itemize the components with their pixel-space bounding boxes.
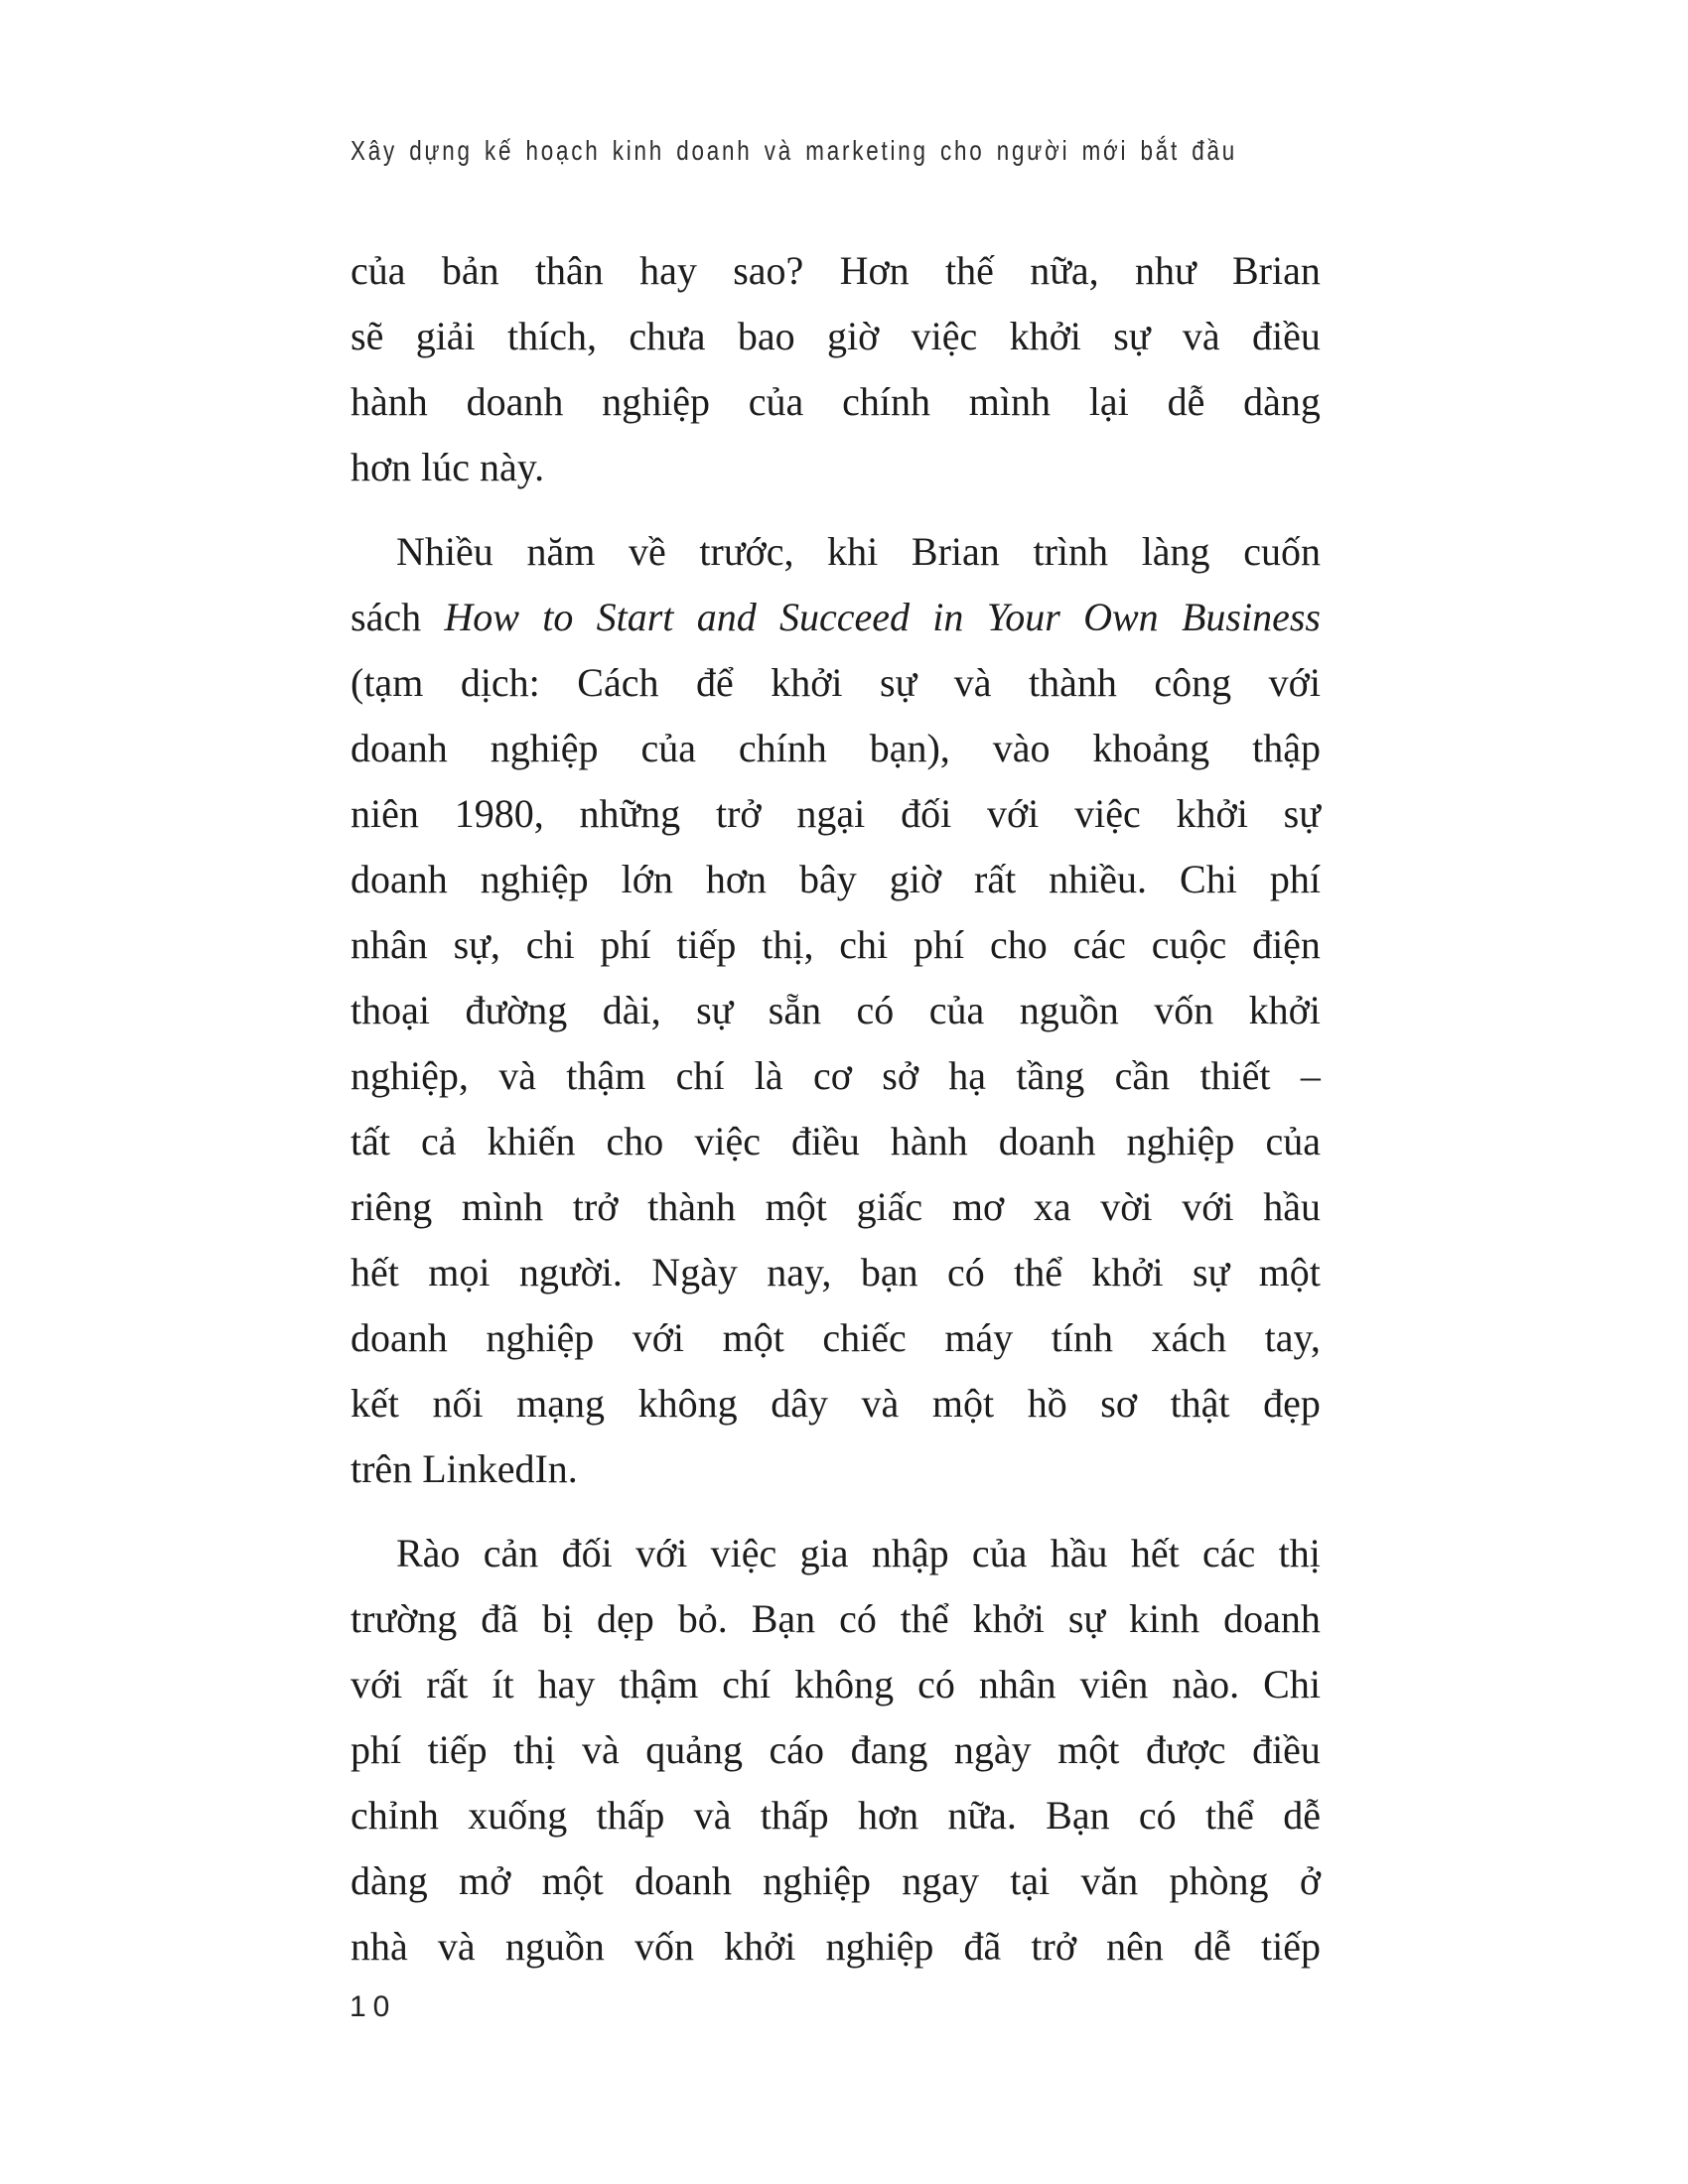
word: khiến [487,1119,576,1163]
word: mở [459,1858,511,1903]
word: khởi [1176,791,1248,836]
word: phí [914,922,965,967]
word: và [437,1924,476,1969]
word: tiếp [1260,1924,1321,1969]
word: doanh [351,857,448,901]
word: sự [880,660,917,705]
word: giải [415,314,476,358]
word: bị [541,1596,574,1641]
italic-word: in [932,595,964,639]
body-text [351,238,1321,1998]
word: và [861,1381,900,1426]
text-line [351,1305,1321,1371]
text-line [351,1848,1321,1914]
word: trường [351,1596,458,1641]
text-line [351,650,1321,716]
word: phí [351,1727,402,1772]
text-line [351,585,1321,650]
word: trước, [699,529,794,574]
word: việc [694,1119,761,1163]
word: hết [1130,1531,1180,1575]
word: hành [890,1119,968,1163]
word: cuốn [1243,529,1321,574]
word: rất [426,1662,469,1706]
word: dịch: [460,660,540,705]
word: điều [791,1119,860,1163]
word: cáo [769,1727,825,1772]
word: điện [1252,922,1321,967]
word: ít [492,1662,514,1706]
word: là [754,1053,783,1098]
word: bây [799,857,857,901]
text-line [351,1240,1321,1305]
word: văn [1080,1858,1139,1903]
word: hơn [857,1793,919,1838]
word: đối [561,1531,613,1575]
text-line [351,1371,1321,1436]
word: bỏ. [677,1596,728,1641]
word: kinh [1129,1596,1200,1641]
word: năm [526,529,596,574]
word: thoại [351,988,430,1032]
word: việc [911,314,978,358]
word: các [1202,1531,1256,1575]
word: được [1145,1727,1226,1772]
text-line [351,1717,1321,1783]
word: cản [483,1531,539,1575]
word: việc [1074,791,1141,836]
word: đẹp [1263,1381,1321,1426]
word: và [1182,314,1220,358]
italic-word: Your [986,595,1060,639]
word: nay, [767,1250,832,1295]
word: chí [722,1662,772,1706]
word: cho [606,1119,664,1163]
word: bản [441,248,499,293]
word: tiếp [676,922,737,967]
word: vốn [1154,988,1214,1032]
word: gia [799,1531,849,1575]
text-line [351,716,1321,781]
running-header-title: Xây dựng kế hoạch kinh doanh và marketing cho người mới bắt đầu [351,135,1238,166]
word: trình [1033,529,1109,574]
word: những [579,791,681,836]
word: xuống [468,1793,568,1838]
word: cuộc [1151,922,1227,967]
word: các [1072,922,1126,967]
text-line [351,238,1321,304]
word: sự [1193,1250,1230,1295]
word: có [839,1596,877,1641]
word: với [1182,1184,1234,1229]
word: một [765,1184,827,1229]
word: nghiệp [1126,1119,1235,1163]
word: dẹp [597,1596,654,1641]
word: một [1258,1250,1321,1295]
word: sự, [453,922,500,967]
word: doanh [351,726,448,770]
text-line [351,1586,1321,1652]
word: nhiều. [1049,857,1148,901]
word: viên [1079,1662,1149,1706]
word: khởi [1091,1250,1164,1295]
word: mình [461,1184,544,1229]
word: nữa, [1030,248,1099,293]
word: thị [1278,1531,1321,1575]
word: nghiệp [486,1315,595,1360]
word: không [794,1662,895,1706]
word: của [1265,1119,1321,1163]
word: dàng [1243,379,1321,424]
word: hay [537,1662,596,1706]
word: cả [421,1119,457,1163]
word: riêng [351,1184,433,1229]
word: ngại [796,791,866,836]
text-line [351,1914,1321,1979]
word: nghiệp [602,379,710,424]
word: thể [1014,1250,1062,1295]
word: dài, [602,988,661,1032]
word: khi [827,529,879,574]
word: lại [1088,379,1129,424]
word: việc [710,1531,777,1575]
word: doanh [351,1315,448,1360]
word: chí [675,1053,725,1098]
text-line [351,978,1321,1043]
word: thân [534,248,604,293]
word: đối [901,791,952,836]
word: thấp [760,1793,829,1838]
word: Cách [577,660,659,705]
word: nhân [351,922,428,967]
word: mạng [516,1381,606,1426]
word: ngày [953,1727,1032,1772]
word: nên [1106,1924,1164,1969]
word: sự [1283,791,1321,836]
word: dàng [351,1858,428,1903]
word: chi [839,922,889,967]
word: nhà [351,1924,408,1969]
word: (tạm [351,660,424,705]
word: khoảng [1092,726,1210,770]
word: thể [1205,1793,1254,1838]
word: và [581,1727,620,1772]
word: đã [481,1596,518,1641]
word: cơ [813,1053,852,1098]
text-line [351,847,1321,912]
word: xa [1033,1184,1071,1229]
word: hết [351,1250,399,1295]
word: bạn), [869,726,950,770]
word: nguồn [1019,988,1119,1032]
word: Brian [1232,248,1321,293]
word: với [632,1315,685,1360]
word: của [971,1531,1028,1575]
word: hành [351,379,428,424]
word: bạn [860,1250,918,1295]
text-line [351,912,1321,978]
word: giờ [889,857,942,901]
italic-word: Start [596,595,674,639]
word: chưa [629,314,706,358]
word: vời [1100,1184,1153,1229]
word: có [917,1662,955,1706]
text-line [351,1109,1321,1174]
word: thị, [762,922,814,967]
word: sao? [733,248,804,293]
word: giờ [827,314,880,358]
word: nghiệp [480,857,589,901]
word: doanh [1223,1596,1321,1641]
text-line [351,304,1321,369]
word: thập [1252,726,1321,770]
word: doanh [634,1858,732,1903]
word: của [748,379,804,424]
word: trở [572,1184,619,1229]
word: nào. [1172,1662,1240,1706]
running-header [351,135,1459,167]
text-line [351,519,1321,585]
word: điều [1252,1727,1321,1772]
word: Nhiều [396,529,493,574]
paragraph [351,519,1321,1502]
word: cho [989,922,1048,967]
word: nguồn [504,1924,605,1969]
page-number: 10 [350,1990,397,2023]
word: không [637,1381,738,1426]
word: tất [351,1119,390,1163]
word: thị [513,1727,556,1772]
word: của [928,988,985,1032]
word: nghiệp [763,1858,871,1903]
word: chính [738,726,827,770]
word: nghiệp [825,1924,934,1969]
word: cần [1114,1053,1171,1098]
word: sự [696,988,734,1032]
text-line: hơn lúc này. [351,445,545,489]
word: rất [974,857,1017,901]
word: phòng [1169,1858,1269,1903]
word: tại [1010,1858,1051,1903]
word: tay, [1264,1315,1321,1360]
word: và [498,1053,536,1098]
word: kết [351,1381,399,1426]
word: sơ [1100,1381,1137,1426]
word: vốn [633,1924,694,1969]
word: khởi [1248,988,1321,1032]
text-line [351,1043,1321,1109]
word: khởi [771,660,843,705]
word: tính [1051,1315,1113,1360]
paragraph [351,1521,1321,1979]
word: xách [1151,1315,1227,1360]
word: nữa. [947,1793,1017,1838]
italic-word: How [444,595,519,639]
word: với [635,1531,688,1575]
word: thành [1029,660,1117,705]
word: nhân [978,1662,1056,1706]
italic-word: Business [1181,595,1321,639]
word: có [856,988,895,1032]
word: hầu [1050,1531,1108,1575]
word: mọi [428,1250,491,1295]
word: đường [465,988,568,1032]
word: thiết [1199,1053,1271,1098]
word: Bạn [751,1596,816,1641]
word: một [541,1858,604,1903]
word: của [351,248,406,293]
word: thật [1170,1381,1230,1426]
word: phí [600,922,651,967]
text-line [351,369,1321,435]
word: nhập [871,1531,949,1575]
italic-word: Succeed [778,595,910,639]
word: hay [639,248,697,293]
word: Rào [396,1531,461,1575]
word: sách [351,595,422,639]
word: bao [737,314,795,358]
word: có [946,1250,985,1295]
word: của [640,726,696,770]
word: công [1154,660,1232,705]
word: chỉnh [351,1793,439,1838]
text-line [351,1783,1321,1848]
word: giấc [856,1184,923,1229]
word: người. [518,1250,623,1295]
word: Hơn [839,248,910,293]
word: khởi [724,1924,796,1969]
word: – [1300,1053,1321,1098]
word: chính [842,379,930,424]
word: đã [963,1924,1002,1969]
italic-word: to [542,595,574,639]
word: với [351,1662,403,1706]
word: một [722,1315,784,1360]
word: sẽ [351,314,384,358]
word: dễ [1283,1793,1321,1838]
word: Chi [1263,1662,1321,1706]
word: thể [900,1596,949,1641]
word: đang [850,1727,928,1772]
word: như [1134,248,1196,293]
word: mơ [951,1184,1005,1229]
word: thành [647,1184,736,1229]
word: hồ [1027,1381,1067,1426]
word: Bạn [1046,1793,1110,1838]
word: Ngày [651,1250,738,1295]
word: mình [968,379,1052,424]
word: thích, [507,314,598,358]
italic-word: and [696,595,757,639]
word: hạ [948,1053,987,1098]
word: khởi [1009,314,1081,358]
word: quảng [645,1727,743,1772]
word: thậm [619,1662,699,1706]
word: chi [525,922,575,967]
word: với [987,791,1040,836]
word: làng [1141,529,1210,574]
text-line [351,781,1321,847]
word: thậm [566,1053,646,1098]
word: dây [771,1381,828,1426]
word: Chi [1180,857,1237,901]
word: dễ [1194,1924,1231,1969]
word: niên [351,791,419,836]
word: 1980, [454,791,544,836]
text-line: trên LinkedIn. [351,1446,578,1491]
word: với [1268,660,1321,705]
word: dễ [1167,379,1205,424]
word: trở [716,791,762,836]
word: doanh [998,1119,1096,1163]
word: sự [1113,314,1151,358]
word: ở [1299,1858,1321,1903]
word: hơn [705,857,768,901]
word: và [693,1793,732,1838]
word: hầu [1263,1184,1321,1229]
word: một [931,1381,995,1426]
word: khởi [972,1596,1045,1641]
word: sự [1067,1596,1106,1641]
word: máy [944,1315,1014,1360]
word: nghiệp [490,726,599,770]
word: và [953,660,992,705]
word: tầng [1016,1053,1085,1098]
word: nghiệp, [351,1053,469,1098]
word: để [695,660,734,705]
text-line [351,1652,1321,1717]
word: thế [945,248,994,293]
word: ngay [902,1858,979,1903]
text-line [351,1521,1321,1586]
word: doanh [466,379,564,424]
word: nối [432,1381,484,1426]
word: vào [992,726,1051,770]
word: thấp [596,1793,665,1838]
word: về [628,529,666,574]
word: một [1057,1727,1120,1772]
word: sẵn [768,988,822,1032]
word: chiếc [822,1315,907,1360]
word: điều [1252,314,1321,358]
word: phí [1269,857,1321,901]
word: Brian [911,529,1000,574]
word: tiếp [427,1727,488,1772]
paragraph [351,238,1321,500]
word: lớn [621,857,673,901]
word: có [1138,1793,1177,1838]
text-line [351,1174,1321,1240]
word: sở [882,1053,918,1098]
italic-word: Own [1083,595,1159,639]
word: trở [1031,1924,1077,1969]
